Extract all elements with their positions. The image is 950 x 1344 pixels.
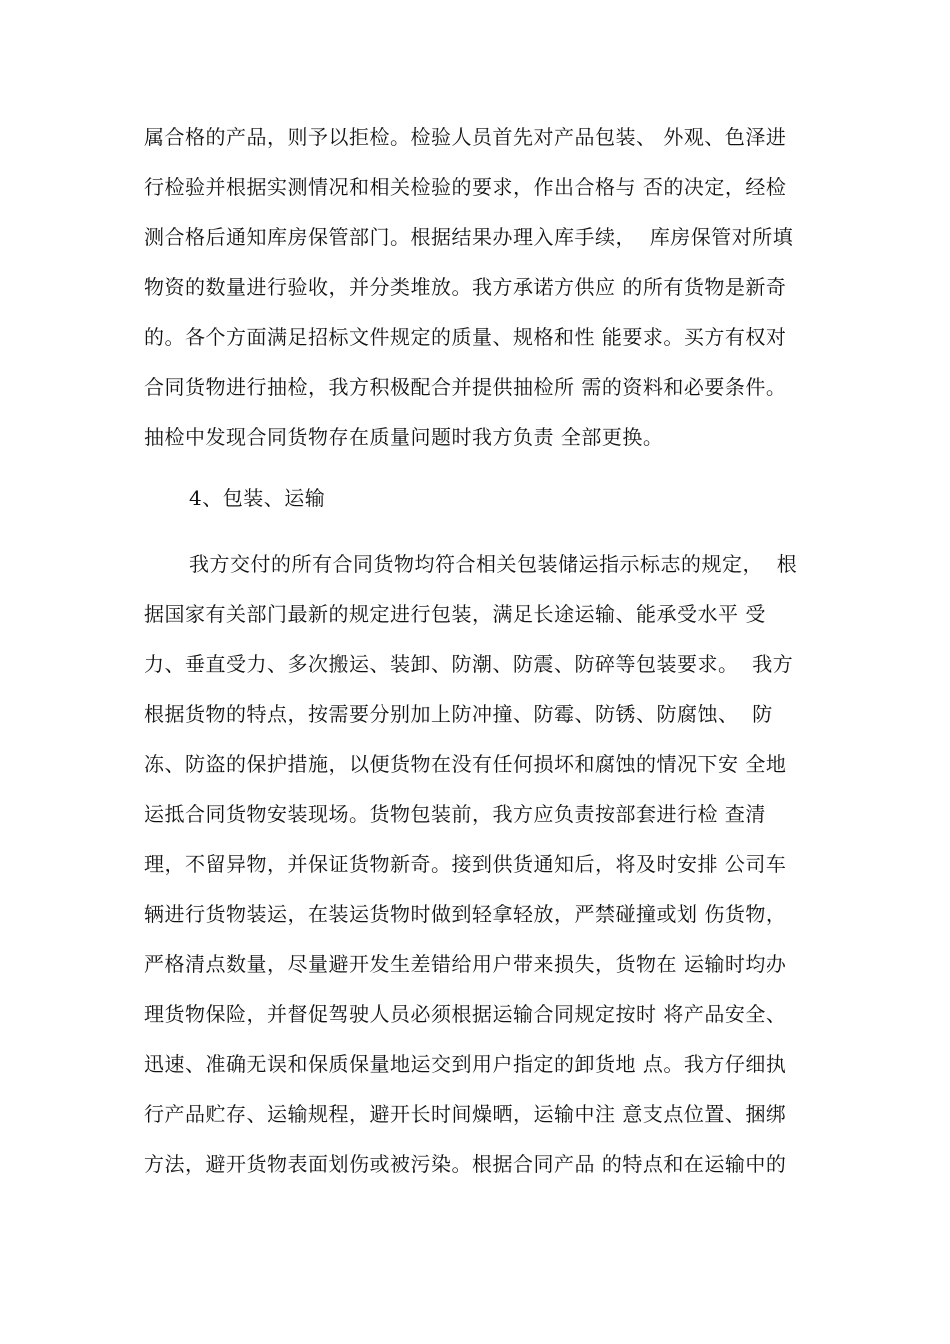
paragraph-2-line-4: 根据货物的特点，按需要分别加上防冲撞、防霉、防锈、防腐蚀、 防 <box>144 702 773 726</box>
paragraph-2-line-9: 严格清点数量，尽量避开发生差错给用户带来损失，货物在 运输时均办 <box>144 952 787 976</box>
paragraph-2-line-2: 据国家有关部门最新的规定进行包装，满足长途运输、能承受水平 受 <box>144 602 766 626</box>
paragraph-1-line-3: 测合格后通知库房保管部门。根据结果办理入库手续， 库房保管对所填 <box>144 225 794 249</box>
paragraph-2-line-10: 理货物保险，并督促驾驶人员必须根据运输合同规定按时 将产品安全、 <box>144 1002 787 1026</box>
section-heading: 4、包装、运输 <box>189 486 326 510</box>
paragraph-2-line-8: 辆进行货物装运，在装运货物时做到轻拿轻放，严禁碰撞或划 伤货物， <box>144 902 787 926</box>
paragraph-1-line-7: 抽检中发现合同货物存在质量问题时我方负责 全部更换。 <box>144 425 664 449</box>
paragraph-1-line-6: 合同货物进行抽检，我方积极配合并提供抽检所 需的资料和必要条件。 <box>144 375 787 399</box>
paragraph-2-line-7: 理，不留异物，并保证货物新奇。接到供货通知后，将及时安排 公司车 <box>144 852 787 876</box>
paragraph-1-line-4: 物资的数量进行验收，并分类堆放。我方承诺方供应 的所有货物是新奇 <box>144 275 787 299</box>
paragraph-2-line-6: 运抵合同货物安装现场。货物包装前，我方应负责按部套进行检 查清 <box>144 802 766 826</box>
paragraph-2-line-11: 迅速、准确无误和保质保量地运交到用户指定的卸货地 点。我方仔细执 <box>144 1052 787 1076</box>
paragraph-1-line-2: 行检验并根据实测情况和相关检验的要求，作出合格与 否的决定，经检 <box>144 175 787 199</box>
paragraph-2-line-1: 我方交付的所有合同货物均符合相关包装储运指示标志的规定， 根 <box>189 552 798 576</box>
paragraph-2-line-12: 行产品贮存、运输规程，避开长时间燥晒，运输中注 意支点位置、捆绑 <box>144 1102 787 1126</box>
paragraph-2-line-13: 方法，避开货物表面划伤或被污染。根据合同产品 的特点和在运输中的 <box>144 1152 787 1176</box>
paragraph-2-line-5: 冻、防盗的保护措施，以便货物在没有任何损坏和腐蚀的情况下安 全地 <box>144 752 787 776</box>
paragraph-1-line-1: 属合格的产品，则予以拒检。检验人员首先对产品包装、 外观、色泽进 <box>144 125 787 149</box>
paragraph-2-line-3: 力、垂直受力、多次搬运、装卸、防潮、防震、防碎等包装要求。 我方 <box>144 652 794 676</box>
paragraph-1-line-5: 的。各个方面满足招标文件规定的质量、规格和性 能要求。买方有权对 <box>144 325 787 349</box>
